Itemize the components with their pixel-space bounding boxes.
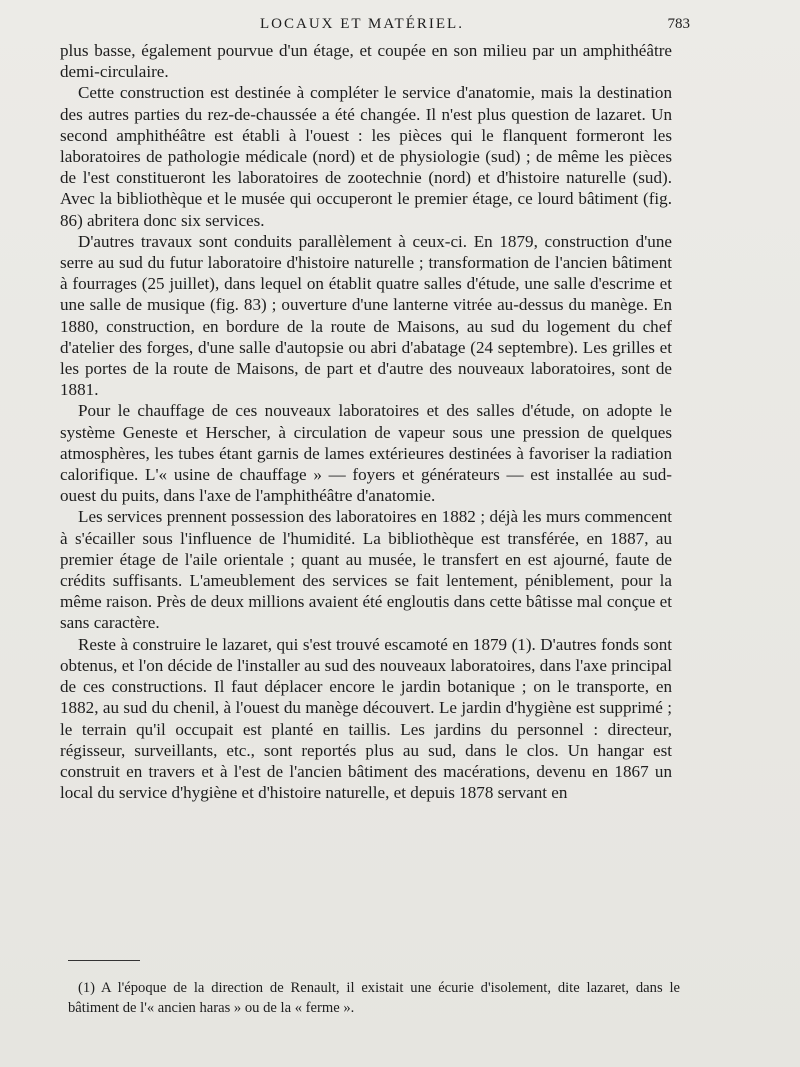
paragraph: D'autres travaux sont conduits parallèlement à ceux-ci. En 1879, construction d'une serre au sud du futur laboratoire d'histoire naturelle ; transformation de l'ancien bâtiment à fourrages (25 juillet), dans lequel on établit quatre salles d'étude, une salle d'escrime et une salle de musique (fig. 83) ; ouverture d'une lanterne vitrée au-dessus du manège. En 1880, construction, en bordure de la route de Maisons, au sud du logement du chef d'atelier des forges, d'une salle d'autopsie ou abri d'abatage (24 septembre). Les grilles et les portes de la route de Maisons, de part et d'autre des nouveaux laboratoires, sont de 1881. <box>60 231 672 400</box>
paragraph: plus basse, également pourvue d'un étage, et coupée en son milieu par un amphithéâtre demi-circulaire. <box>60 41 672 82</box>
running-title: LOCAUX ET MATÉRIEL. <box>260 16 464 32</box>
footnote <box>68 978 680 1018</box>
paragraph: Pour le chauffage de ces nouveaux laboratoires et des salles d'étude, on adopte le système Geneste et Herscher, à circulation de vapeur sous une pression de quelques atmosphères, les tubes étant garnis de lames extérieures destinées à favoriser la radiation calorifique. L'« usine de chauffage » — foyers et générateurs — est installée au sud-ouest du puits, dans l'axe de l'amphithéâtre d'anatomie. <box>60 401 672 506</box>
paragraph: Reste à construire le lazaret, qui s'est trouvé escamoté en 1879 (1). D'autres fonds sont obtenus, et l'on décide de l'installer au sud des nouveaux laboratoires, dans l'axe principal de ces constructions. Il faut déplacer encore le jardin botanique ; on le transporte, en 1882, au sud du chenil, à l'ouest du manège découvert. Le jardin d'hygiène est supprimé ; le terrain qu'il occupait est planté en taillis. Les jardins du personnel : directeur, régisseur, surveillants, etc., sont reportés plus au sud, dans le clos. Un hangar est construit en travers et à l'est de l'ancien bâtiment des macérations, devenu en 1867 un local du service d'hygiène et d'histoire naturelle, et depuis 1878 servant en <box>60 634 672 803</box>
footnote-text: (1) A l'époque de la direction de Renault, il existait une écurie d'isolement, dite lazaret, dans le bâtiment de l'« ancien haras » ou de la « ferme ». <box>68 980 680 1016</box>
footnote-divider <box>68 960 140 961</box>
paragraph: Les services prennent possession des laboratoires en 1882 ; déjà les murs commencent à s'écailler sous l'influence de l'humidité. La bibliothèque est transférée, en 1887, au premier étage de l'aile orientale ; quant au musée, le transfert en est ajourné, faute de crédits suffisants. L'ameublement des services se fait lentement, péniblement, pour la même raison. Près de deux millions avaient été engloutis dans cette bâtisse mal conçue et sans caractère. <box>60 507 672 633</box>
paragraph: Cette construction est destinée à compléter le service d'anatomie, mais la destination des autres parties du rez-de-chaussée a été changée. Il n'est plus question de lazaret. Un second amphithéâtre est établi à l'ouest : les pièces qui le flanquent formeront les laboratoires de pathologie médicale (nord) et de physiologie (sud) ; de même les pièces de l'est constitueront les laboratoires de zootechnie (nord) et d'histoire naturelle (sud). Avec la bibliothèque et le musée qui occuperont le premier étage, ce lourd bâtiment (fig. 86) abritera donc six services. <box>60 83 672 230</box>
page-header <box>60 16 690 40</box>
page-number: 783 <box>667 16 690 32</box>
body-text <box>60 40 672 803</box>
